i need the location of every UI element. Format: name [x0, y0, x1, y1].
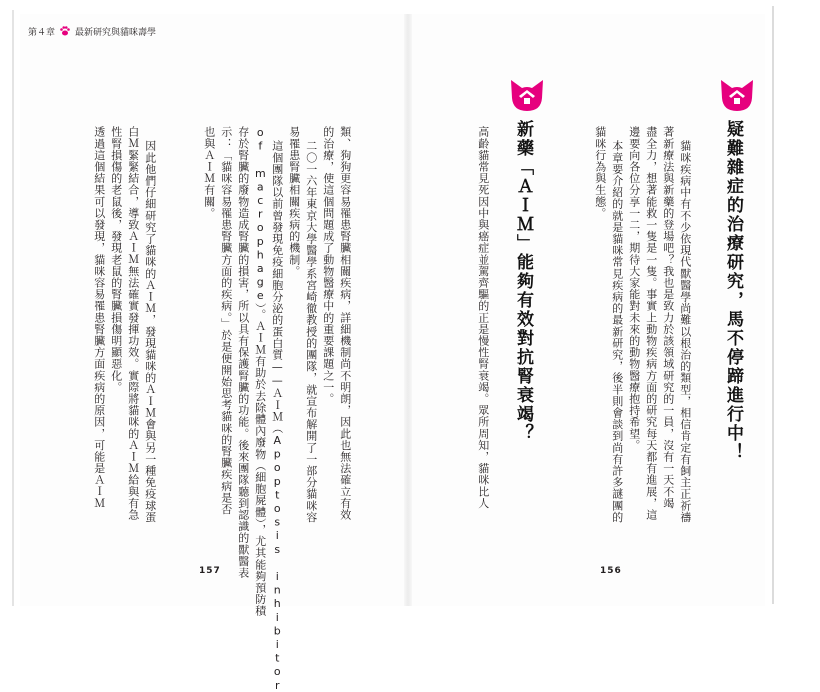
cat-head-icon [717, 76, 757, 114]
left-paragraph-line-13: 性腎損傷的老鼠後，發現老鼠的腎臟損傷明顯惡化。 [109, 126, 123, 393]
cat-head-icon [507, 76, 547, 114]
right-paragraph-line-4: 邊要向各位分享一二，期待大家能對未來的動物醫療抱持希望。 [627, 126, 641, 451]
right-paragraph-line-2: 著新療法與新藥的登場吧？我也是致力於該領域研究的一員，沒有一天不竭 [661, 126, 675, 509]
left-paragraph-line-5: 易罹患腎臟相關疾病的機制。 [287, 126, 301, 277]
left-paragraph-line-9: 示：「貓咪容易罹患腎臟方面的疾病。」於是便開始思考貓咪的腎臟疾病是否 [219, 126, 233, 515]
left-paragraph-line-12: 白Ｍ緊緊結合，導致ＡＩＭ無法確實發揮功效。實際將貓咪的ＡＩＭ給與有急 [126, 126, 140, 521]
book-gutter [404, 14, 412, 606]
left-paragraph-line-6: 這個團隊以前曾發現免疫細胞分泌的蛋白質——ＡＩＭ（Apoptosis inhibitor [270, 140, 284, 692]
chapter-title: 最新研究與貓咪壽學 [75, 27, 157, 38]
left-paragraph-line-4: 二〇一六年東京大學醫學系宮崎徹教授的團隊，就宣布解開了一部分貓咪容 [304, 140, 318, 523]
left-paragraph-line-2: 類、狗狗更容易罹患腎臟相關疾病，詳細機制尚不明朗，因此也無法確立有效 [338, 126, 352, 521]
left-paragraph-line-8: 存於腎臟的廢物造成腎臟的損害，所以具有保護腎臟的功能。後來團隊聽到認識的獸醫表 [236, 126, 250, 579]
left-paragraph-line-10: 也與ＡＩＭ有關。 [202, 126, 216, 219]
left-paragraph-line-11: 因此他們仔細研究了貓咪的ＡＩＭ，發現貓咪的ＡＩＭ會與另一種免疫球蛋 [143, 140, 157, 523]
right-paragraph-line-3: 盡全力，想著能救一隻是一隻。事實上動物疾病方面的研究每天都有進展，這 [644, 126, 658, 521]
left-paragraph-line-14: 透過這個結果可以發現，貓咪容易罹患腎臟方面疾病的原因，可能是ＡＩＭ [92, 126, 106, 509]
page-number-left: 157 [199, 566, 221, 576]
page-edge-right [772, 6, 774, 604]
left-paragraph-line-7: of macrophage）。ＡＩＭ有助於去除體內廢物（細胞屍體），尤其能夠預防積 [253, 126, 267, 617]
page-number-right: 156 [600, 566, 622, 576]
right-paragraph-line-5: 本章要介紹的就是貓咪常見疾病的最新研究，後半則會談到尚有許多謎團的 [610, 140, 624, 523]
left-section-heading: 新藥「ＡＩＭ」能夠有效對抗腎衰竭？ [513, 120, 533, 443]
right-section-heading: 疑難雜症的治療研究，馬不停蹄進行中！ [723, 120, 743, 462]
chapter-label: 第４章 [28, 27, 56, 38]
right-paragraph-line-6: 貓咪行為與生態。 [593, 126, 607, 219]
paw-icon [59, 25, 71, 37]
left-paragraph-line-3: 的治療，使這個問題成了動物醫療中的重要課題之一。 [321, 126, 335, 405]
running-header [28, 23, 156, 39]
left-paragraph-line-1: 高齡貓常見死因中與癌症並駕齊驅的正是慢性腎衰竭。眾所周知，貓咪比人 [476, 126, 490, 509]
page-edge-left [12, 10, 14, 606]
right-paragraph-line-1: 貓咪疾病中有不少依現代獸醫學尚難以根治的類型，相信肯定有飼主正祈禱 [678, 140, 692, 523]
